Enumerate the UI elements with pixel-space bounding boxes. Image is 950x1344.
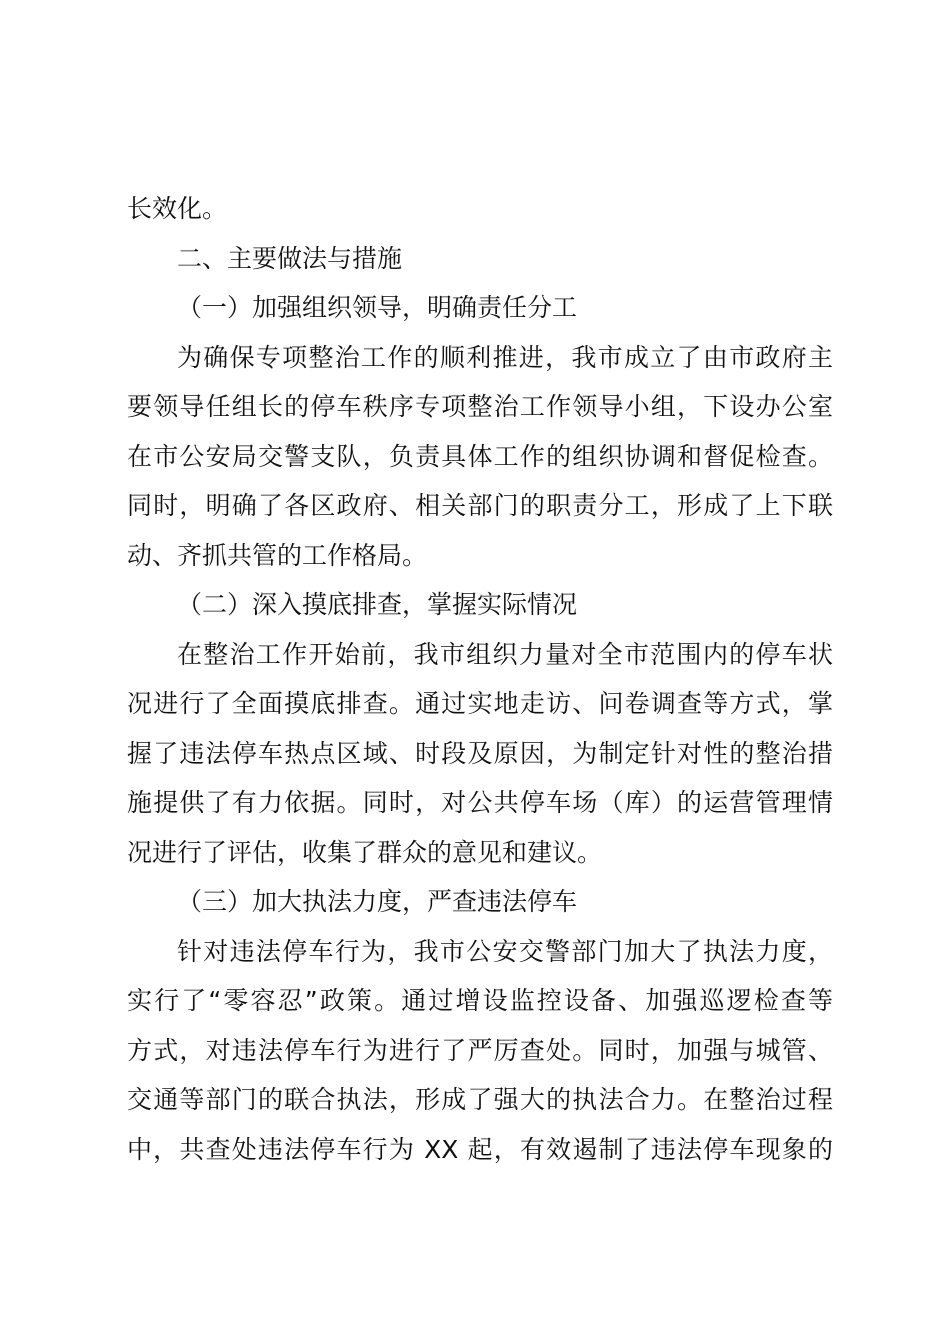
body-line: 为确保专项整治工作的顺利推进，我市成立了由市政府主 [177, 342, 833, 372]
body-line: 长效化。 [127, 194, 228, 223]
body-line: 在整治工作开始前，我市组织力量对全市范围内的停车状 [177, 639, 833, 669]
body-line: 实行了“零容忍”政策。通过增设监控设备、加强巡逻检查等 [127, 986, 833, 1015]
body-line: 同时，明确了各区政府、相关部门的职责分工，形成了上下联 [127, 491, 833, 520]
subsection-heading: （三）加大执法力度，严查违法停车 [177, 887, 578, 916]
subsection-heading: （二）深入摸底排查，掌握实际情况 [177, 590, 578, 619]
body-line: 况进行了评估，收集了群众的意见和建议。 [127, 837, 603, 867]
body-line: 动、齐抓共管的工作格局。 [127, 540, 428, 570]
body-line: 要领导任组长的停车秩序专项整治工作领导小组，下设办公室 [127, 392, 833, 421]
body-line: 握了违法停车热点区域、时段及原因，为制定针对性的整治措 [127, 738, 833, 768]
body-line: 中，共查处违法停车行为 XX 起，有效遏制了违法停车现象的 [127, 1134, 833, 1164]
body-line: 交通等部门的联合执法，形成了强大的执法合力。在整治过程 [127, 1085, 833, 1114]
body-line: 针对违法停车行为，我市公安交警部门加大了执法力度， [177, 936, 833, 966]
body-line: 方式，对违法停车行为进行了严厉查处。同时，加强与城管、 [127, 1035, 833, 1065]
document-body [127, 184, 833, 1174]
section-heading: 二、主要做法与措施 [177, 243, 403, 273]
body-line: 施提供了有力依据。同时，对公共停车场（库）的运营管理情 [127, 788, 833, 817]
body-line: 况进行了全面摸底排查。通过实地走访、问卷调查等方式，掌 [127, 689, 833, 718]
body-line: 在市公安局交警支队，负责具体工作的组织协调和督促检查。 [127, 441, 833, 471]
subsection-heading: （一）加强组织领导，明确责任分工 [177, 293, 578, 322]
